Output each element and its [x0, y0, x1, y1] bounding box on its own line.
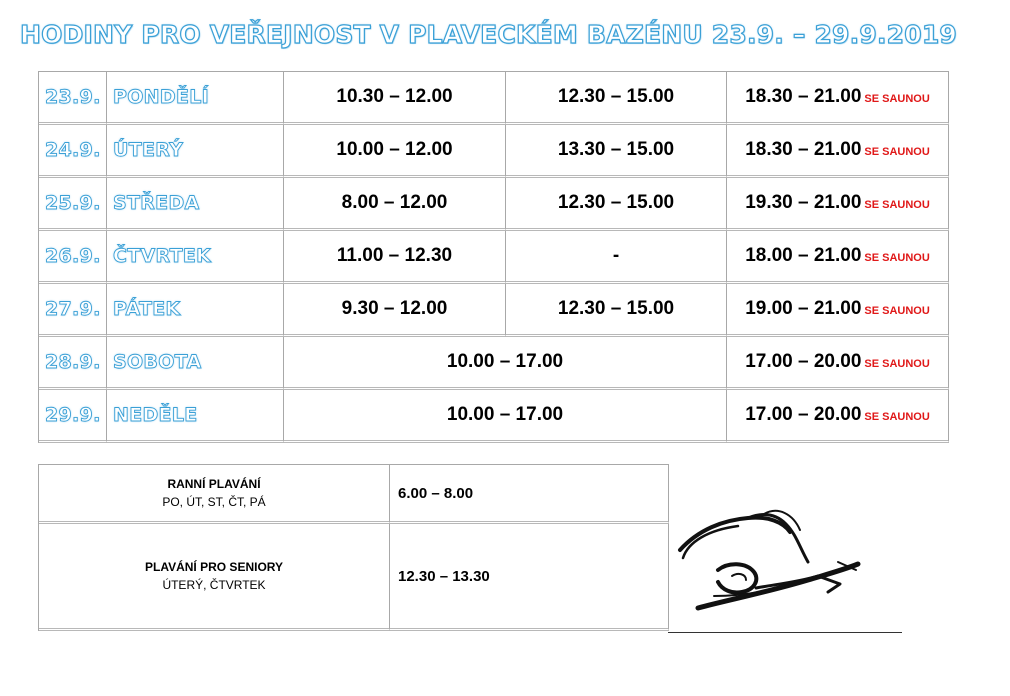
activity-row	[39, 465, 669, 524]
schedule-row-sunday	[39, 390, 949, 443]
row-day: PÁTEK	[107, 284, 284, 337]
schedule-row-wednesday	[39, 178, 949, 231]
slot-2: 12.30 – 15.00	[506, 178, 727, 231]
row-date: 27.9.	[39, 284, 107, 337]
slot-1: 10.00 – 17.00	[284, 337, 727, 390]
slot-3	[727, 72, 949, 125]
sauna-note: SE SAUNOU	[864, 199, 930, 211]
row-day: SOBOTA	[107, 337, 284, 390]
activity-label	[39, 465, 390, 524]
slot-1: 10.30 – 12.00	[284, 72, 506, 125]
slot-2-time: 17.00 – 20.00	[745, 404, 862, 425]
schedule-row-thursday	[39, 231, 949, 284]
slot-3	[727, 125, 949, 178]
row-day: STŘEDA	[107, 178, 284, 231]
row-day: ČTVRTEK	[107, 231, 284, 284]
slot-2: 12.30 – 15.00	[506, 284, 727, 337]
schedule-row-tuesday	[39, 125, 949, 178]
row-date: 23.9.	[39, 72, 107, 125]
row-date: 24.9.	[39, 125, 107, 178]
activity-row	[39, 524, 669, 631]
activity-title: RANNÍ PLAVÁNÍ	[167, 477, 261, 491]
sauna-note: SE SAUNOU	[864, 252, 930, 264]
sauna-note: SE SAUNOU	[864, 146, 930, 158]
slot-2	[727, 337, 949, 390]
row-day: NEDĚLE	[107, 390, 284, 443]
slot-2: 13.30 – 15.00	[506, 125, 727, 178]
slot-3	[727, 284, 949, 337]
schedule-row-saturday	[39, 337, 949, 390]
row-date: 25.9.	[39, 178, 107, 231]
slot-3	[727, 231, 949, 284]
activities-table	[38, 464, 669, 631]
schedule-row-monday	[39, 72, 949, 125]
row-date: 29.9.	[39, 390, 107, 443]
slot-3-time: 19.00 – 21.00	[745, 298, 862, 319]
activity-days: PO, ÚT, ST, ČT, PÁ	[162, 495, 266, 509]
sauna-note: SE SAUNOU	[864, 93, 930, 105]
slot-3-time: 18.30 – 21.00	[745, 86, 862, 107]
schedule-table	[38, 71, 949, 443]
slot-3-time: 18.30 – 21.00	[745, 139, 862, 160]
row-date: 26.9.	[39, 231, 107, 284]
slot-2-time: 17.00 – 20.00	[745, 351, 862, 372]
row-date: 28.9.	[39, 337, 107, 390]
activity-time: 6.00 – 8.00	[390, 465, 669, 524]
slot-1: 10.00 – 12.00	[284, 125, 506, 178]
swimmer-icon	[668, 500, 868, 620]
activity-title: PLAVÁNÍ PRO SENIORY	[144, 560, 284, 574]
slot-1: 11.00 – 12.30	[284, 231, 506, 284]
row-day: ÚTERÝ	[107, 125, 284, 178]
slot-2: 12.30 – 15.00	[506, 72, 727, 125]
slot-3	[727, 178, 949, 231]
slot-1: 10.00 – 17.00	[284, 390, 727, 443]
activity-label	[39, 524, 390, 631]
sauna-note: SE SAUNOU	[864, 358, 930, 370]
row-day: PONDĚLÍ	[107, 72, 284, 125]
sauna-note: SE SAUNOU	[864, 411, 930, 423]
slot-3-time: 18.00 – 21.00	[745, 245, 862, 266]
slot-1: 9.30 – 12.00	[284, 284, 506, 337]
slot-3-time: 19.30 – 21.00	[745, 192, 862, 213]
sauna-note: SE SAUNOU	[864, 305, 930, 317]
activity-days: ÚTERÝ, ČTVRTEK	[162, 578, 266, 592]
divider	[668, 632, 902, 633]
slot-2: -	[506, 231, 727, 284]
activity-time: 12.30 – 13.30	[390, 524, 669, 631]
slot-1: 8.00 – 12.00	[284, 178, 506, 231]
page-title: HODINY PRO VEŘEJNOST V PLAVECKÉM BAZÉNU 23.9. – 29.9.2019	[20, 20, 958, 49]
slot-2	[727, 390, 949, 443]
schedule-row-friday	[39, 284, 949, 337]
